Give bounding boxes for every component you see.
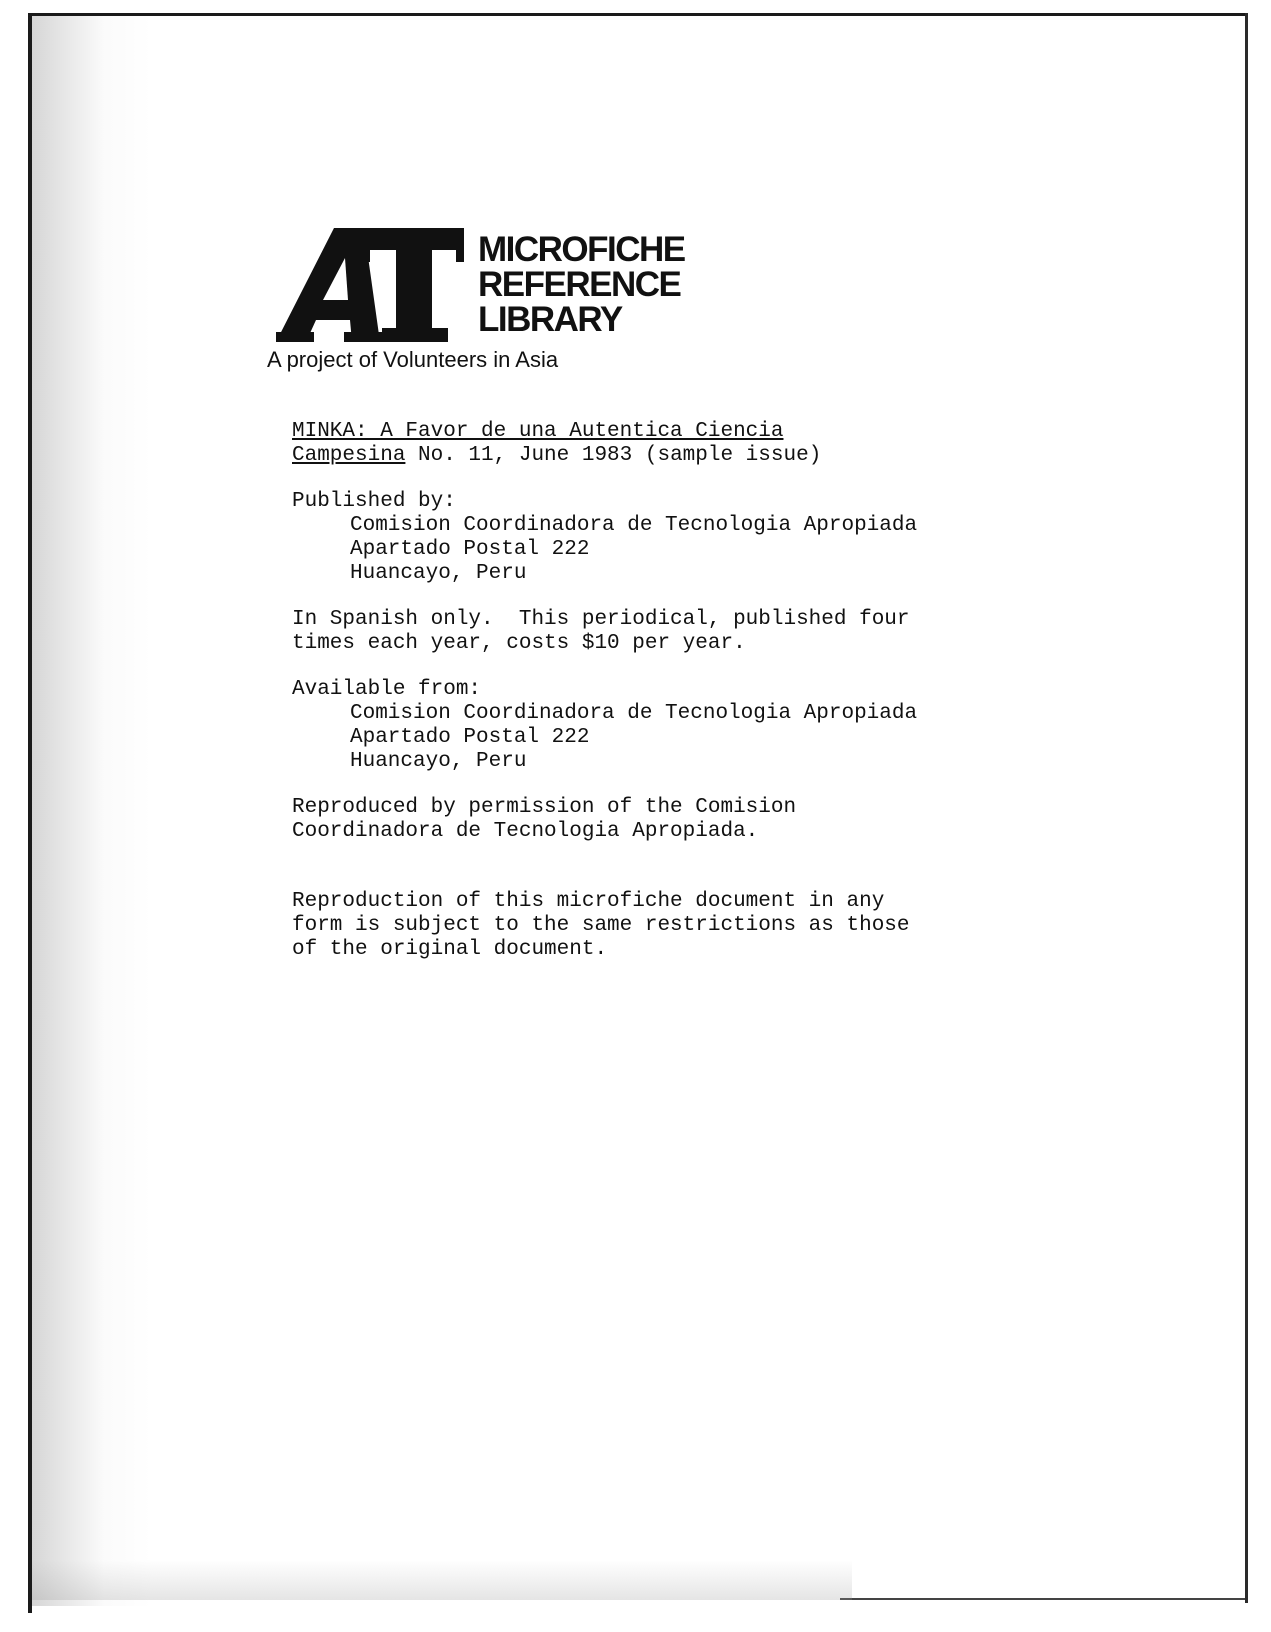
page-edge-top xyxy=(30,13,1248,16)
document-title-line-2 xyxy=(292,444,917,468)
logo-line-library: LIBRARY xyxy=(478,300,622,339)
logo-line-reference: REFERENCE xyxy=(478,265,681,304)
permission-line-2: Coordinadora de Tecnologia Apropiada. xyxy=(292,820,759,843)
distributor-address: Apartado Postal 222 xyxy=(350,726,590,749)
page-edge-bottom xyxy=(840,1598,1245,1600)
logo-tagline: A project of Volunteers in Asia xyxy=(267,347,559,372)
publisher-address: Apartado Postal 222 xyxy=(350,538,590,561)
available-from-label: Available from: xyxy=(292,678,482,701)
page-edge-right xyxy=(1245,13,1248,1603)
publisher-name: Comision Coordinadora de Tecnologia Apropiada xyxy=(350,514,918,537)
at-logo-mark xyxy=(276,228,464,342)
published-by-label: Published by: xyxy=(292,490,456,513)
logo-line-microfiche: MICROFICHE xyxy=(478,230,685,269)
note-line-2: times each year, costs $10 per year. xyxy=(292,632,746,655)
document-title-underlined: Campesina xyxy=(292,444,406,467)
restriction-line-2: form is subject to the same restrictions as those xyxy=(292,914,910,937)
logo-wordmark xyxy=(478,232,685,337)
document-body xyxy=(292,420,917,962)
distributor-city: Huancayo, Peru xyxy=(350,750,527,773)
permission-line-1: Reproduced by permission of the Comision xyxy=(292,796,797,819)
document-issue-info: No. 11, June 1983 (sample issue) xyxy=(405,444,822,467)
distributor-name: Comision Coordinadora de Tecnologia Apropiada xyxy=(350,702,918,725)
scan-shadow-bottom xyxy=(32,1560,852,1600)
note-line-1: In Spanish only. This periodical, published four xyxy=(292,608,910,631)
scan-shadow-left xyxy=(32,16,152,1606)
document-title-line-1: MINKA: A Favor de una Autentica Ciencia xyxy=(292,420,784,443)
restriction-line-1: Reproduction of this microfiche document in any xyxy=(292,890,885,913)
restriction-line-3: of the original document. xyxy=(292,938,608,961)
publisher-city: Huancayo, Peru xyxy=(350,562,527,585)
